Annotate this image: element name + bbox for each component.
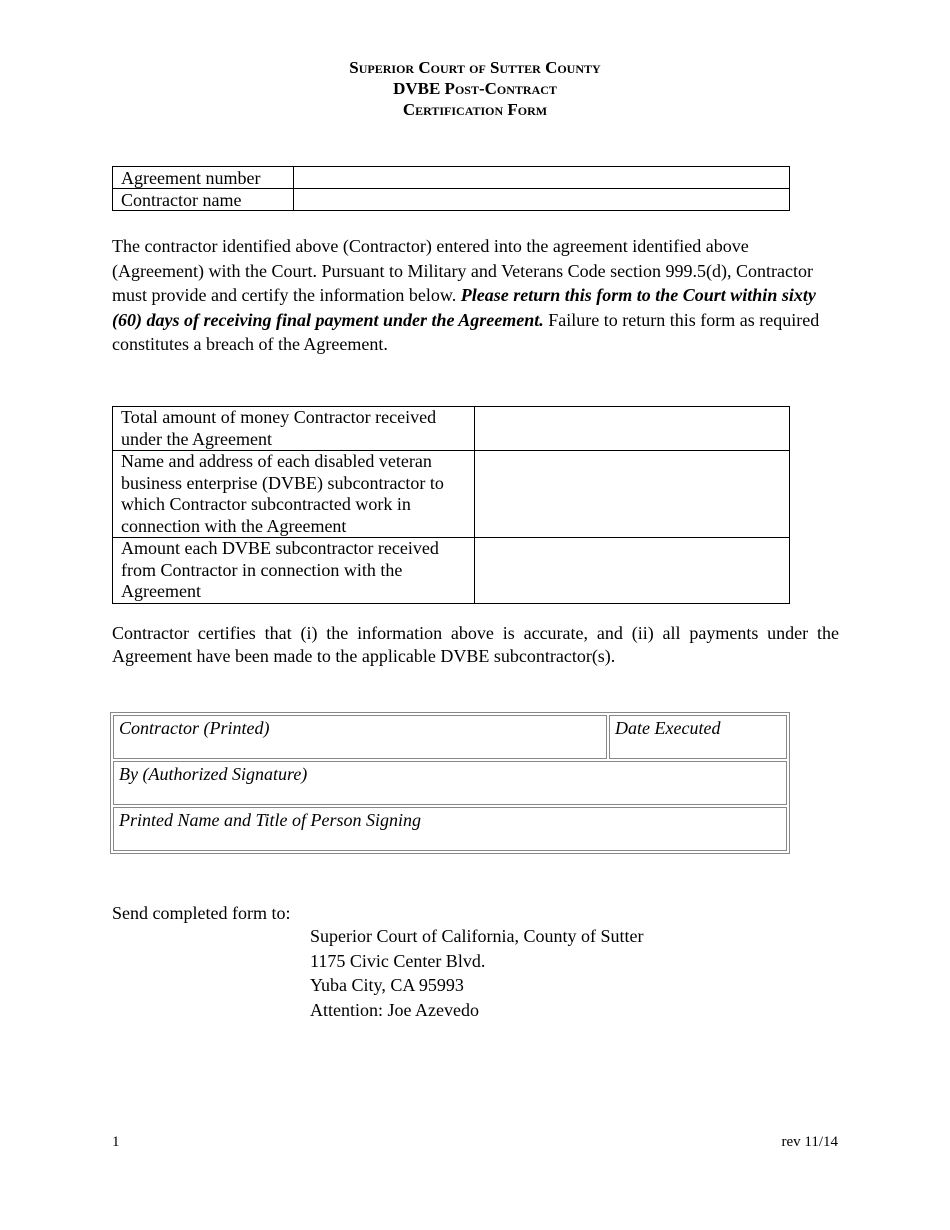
info-label-subcontractors: Name and address of each disabled veteran business enterprise (DVBE) subcontractor to which Contractor subcontracted work in connection with the Agreement [113, 451, 475, 538]
signature-row-printed-name [113, 807, 787, 851]
printed-name-title-field[interactable]: Printed Name and Title of Person Signing [113, 807, 787, 851]
info-row-total [113, 407, 790, 451]
agreement-number-row [113, 167, 790, 189]
intro-tail: Failure to return this form as required constitutes a breach of the Agreement. [112, 309, 820, 355]
contractor-printed-field[interactable]: Contractor (Printed) [113, 715, 607, 759]
send-to-label: Send completed form to: [112, 903, 291, 923]
intro-text: The contractor identified above (Contractor) entered into the agreement identified above (Agreement) with the Court. Pursuant to Military and Veterans Code section 999.5(d), Contractor must provide and certify the information below. [112, 236, 814, 306]
intro-emphasis: Please return this form to the Court within sixty (60) days of receiving final payment under the Agreement. [112, 285, 816, 330]
identification-table [112, 166, 790, 211]
title-form-name: Certification Form [402, 100, 548, 119]
contractor-name-label: Contractor name [113, 189, 294, 211]
contractor-name-row [113, 189, 790, 211]
mailing-address [310, 924, 643, 1022]
address-line-street: 1175 Civic Center Blvd. [310, 950, 486, 971]
title-form-type: DVBE Post-Contract [393, 79, 557, 98]
address-line-city: Yuba City, CA 95993 [310, 975, 464, 995]
authorized-signature-field[interactable]: By (Authorized Signature) [113, 761, 787, 805]
address-line-attention: Attention: Joe Azevedo [310, 999, 479, 1020]
form-title [0, 57, 950, 120]
intro-paragraph [112, 234, 839, 357]
agreement-number-label: Agreement number [113, 167, 294, 189]
info-label-amounts: Amount each DVBE subcontractor received from Contractor in connection with the Agreement [113, 538, 475, 604]
info-field-subcontractors[interactable] [475, 451, 790, 538]
info-row-subcontractors [113, 451, 790, 538]
signature-row-authorized [113, 761, 787, 805]
address-line-court: Superior Court of California, County of Sutter [310, 926, 644, 946]
revision-label: rev 11/14 [781, 1134, 838, 1150]
title-court: Superior Court of Sutter County [349, 58, 601, 77]
signature-table [110, 712, 790, 854]
signature-row-contractor [113, 715, 787, 759]
agreement-number-field[interactable] [294, 167, 790, 189]
info-field-amounts[interactable] [475, 538, 790, 604]
info-label-total: Total amount of money Contractor received under the Agreement [113, 407, 475, 451]
info-field-total[interactable] [475, 407, 790, 451]
certification-paragraph: Contractor certifies that (i) the information above is accurate, and (ii) all payments under the Agreement have been made to the applicable DVBE subcontractor(s). [112, 623, 839, 666]
contractor-name-field[interactable] [294, 189, 790, 211]
page-number: 1 [112, 1134, 120, 1150]
info-row-amounts [113, 538, 790, 604]
date-executed-field[interactable]: Date Executed [609, 715, 787, 759]
payment-info-table [112, 406, 790, 604]
